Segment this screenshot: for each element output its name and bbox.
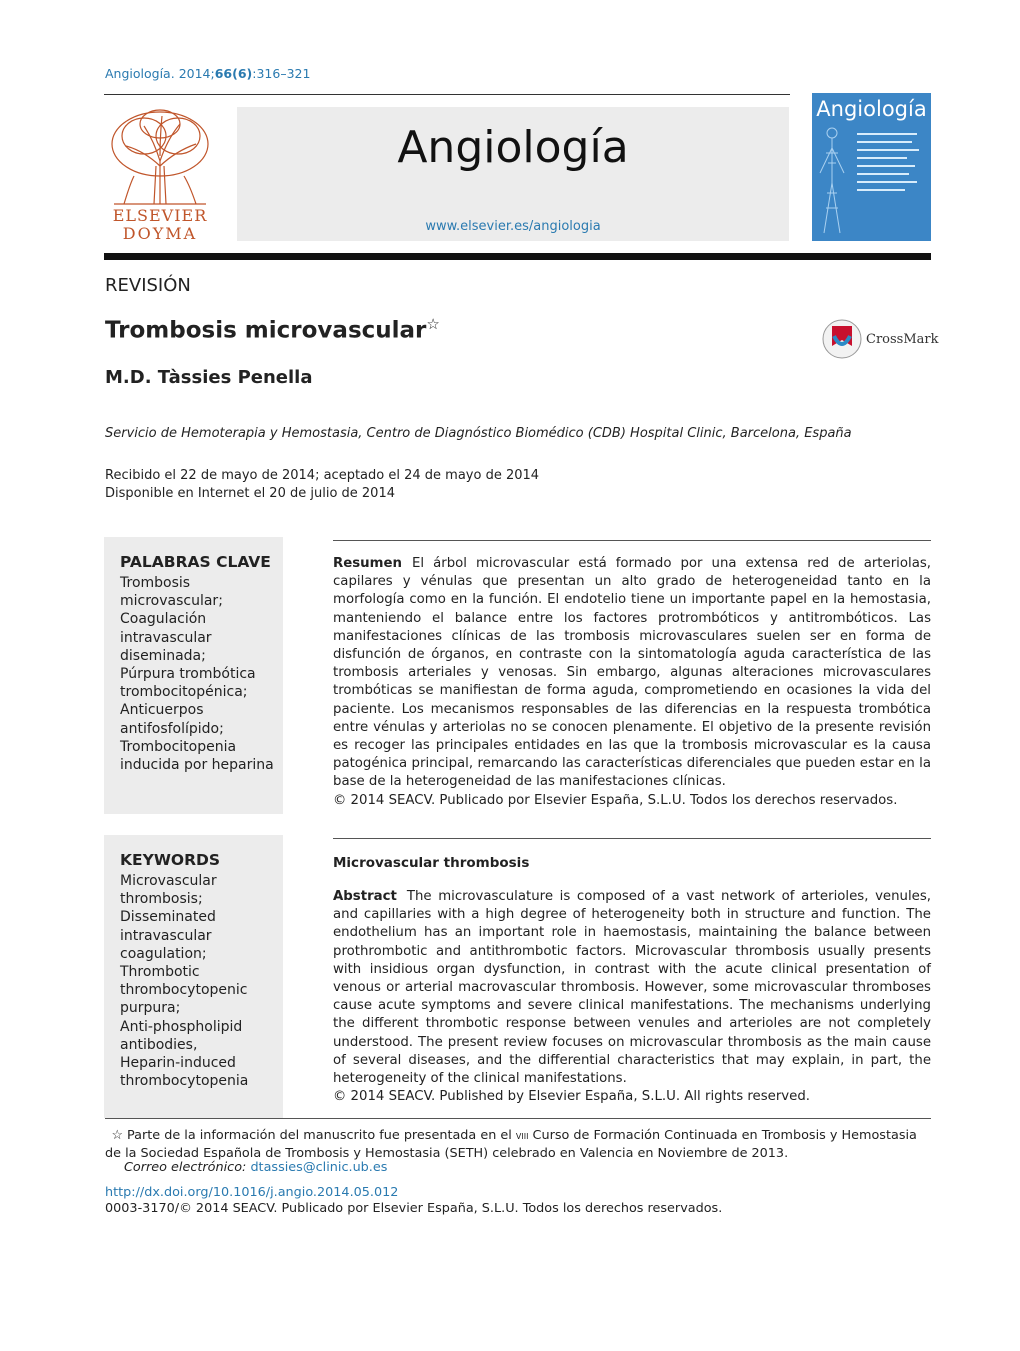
keyword-item: microvascular; <box>120 593 223 610</box>
keyword-item: thrombocytopenic <box>120 982 248 999</box>
header-top-rule <box>104 94 790 95</box>
abstract-es-copyright: © 2014 SEACV. Publicado por Elsevier España, S.L.U. Todos los derechos reservados. <box>333 792 898 808</box>
author-affiliation: Servicio de Hemoterapia y Hemostasia, Centro de Diagnóstico Biomédico (CDB) Hospital Clinic, Barcelona, España <box>105 426 852 441</box>
elsevier-tree-icon <box>104 106 216 206</box>
keyword-item: intravascular <box>120 629 212 646</box>
keywords-en-list <box>120 872 280 1090</box>
keywords-en-box <box>104 835 283 1118</box>
citation-volume: 66(6) <box>214 66 253 81</box>
abstract-es-rule <box>333 540 931 541</box>
publisher-imprint: DOYMA <box>122 224 198 243</box>
abstract-es <box>333 555 931 810</box>
abstract-es-text: El árbol microvascular está formado por una extensa red de arteriolas, capilares y vénulas que presentan un alto grado de heterogeneidad tanto en la morfología como en la función. El endotelio tiene un importante papel en la hemostasia, manteniendo el balance entre los factores protrombóticos y antitrombóticos. Las manifestaciones clínicas de las trombosis microvasculares suelen ser en forma de disfunción de órganos, en contraste con la sintomatología aguda característica de las trombosis arteriales y venosas. Sin embargo, algunas alteraciones microvasculares trombóticas se manifiestan de forma aguda, comprometiendo en ocasiones la vida del paciente. Los mecanismos responsables de las diferencias en la respuesta trombótica entre vénulas y arteriolas no se conocen plenamente. El objetivo de la presente revisión es recoger las principales entidades en las que la trombosis microvascular es la causa patogénica principal, remarcando las características diferenciales que pueden estar en la base de la heterogeneidad de las manifestaciones clínicas. <box>333 556 931 790</box>
email-label: Correo electrónico: <box>124 1160 247 1175</box>
footnote-text-post: Curso de Formación Continuada en Trombosis y Hemostasia de la Sociedad Española de Trombosis y Hemostasia (SETH) celebrado en Valencia en Noviembre de 2013. <box>105 1128 917 1161</box>
received-date: Recibido el 22 de mayo de 2014; aceptado el 24 de mayo de 2014 <box>105 468 540 483</box>
keyword-item: Anti-phospholipid <box>120 1018 243 1035</box>
abstract-es-label: Resumen <box>333 556 402 571</box>
keyword-item: Trombocitopenia <box>120 738 237 755</box>
footnote-text-pre: Parte de la información del manuscrito fue presentada en el <box>127 1128 512 1143</box>
abstract-en-text: The microvasculature is composed of a vast network of arterioles, venules, and capillaries with a high degree of heterogeneity both in structure and function. The endothelium has an important role in haemostasis, maintaining the balance between prothrombotic and antithrombotic factors. Microvascular thrombosis usually presents with insidious organ dysfunction, in contrast with the acute clinical presentation of venous or arterial macrovascular thrombosis. However, some microvascular thromboses cause acute symptoms and severe clinical manifestations. The mechanisms underlying the different thrombotic response between venules and arterioles are not completely understood. The present review focuses on microvascular thrombosis as the main cause of several diseases, and the differential characteristics that may explain, in part, the heterogeneity of the clinical manifestations. <box>333 889 931 1087</box>
article-title <box>105 315 440 344</box>
keyword-item: intravascular <box>120 927 212 944</box>
cover-title: Angiología <box>816 97 927 121</box>
footnote-mark: ☆ <box>111 1128 123 1143</box>
journal-title: Angiología <box>397 122 629 173</box>
doi-link[interactable]: http://dx.doi.org/10.1016/j.angio.2014.05.012 <box>105 1185 399 1200</box>
keyword-item: inducida por heparina <box>120 757 274 774</box>
journal-url-link[interactable]: www.elsevier.es/angiologia <box>425 219 601 234</box>
citation-line[interactable] <box>105 66 310 81</box>
available-date: Disponible en Internet el 20 de julio de 2014 <box>105 486 395 501</box>
header-bottom-rule <box>104 253 931 260</box>
keywords-en-heading: KEYWORDS <box>120 851 221 869</box>
keyword-item: Disseminated <box>120 909 216 926</box>
keyword-item: thrombocytopenia <box>120 1073 249 1090</box>
keyword-item: antibodies, <box>120 1036 198 1053</box>
citation-year: 2014; <box>178 66 215 81</box>
article-dates <box>105 467 539 503</box>
keyword-item: antifosfolípido; <box>120 720 224 737</box>
abstract-en-rule <box>333 838 931 839</box>
footnote-presentation <box>105 1127 931 1163</box>
footnote-roman: viii <box>515 1129 529 1142</box>
article-title-text: Trombosis microvascular <box>105 317 427 344</box>
keyword-item: purpura; <box>120 1000 181 1017</box>
keyword-item: trombocitopénica; <box>120 684 248 701</box>
citation-journal: Angiología. <box>105 66 175 81</box>
title-footnote-mark[interactable]: ☆ <box>426 315 440 333</box>
abstract-en <box>333 888 931 1106</box>
keyword-item: thrombosis; <box>120 891 203 908</box>
keyword-item: Anticuerpos <box>120 702 204 719</box>
issn-line: 0003-3170/© 2014 SEACV. Publicado por Elsevier España, S.L.U. Todos los derechos reservados. <box>105 1201 723 1216</box>
abstract-en-title: Microvascular thrombosis <box>333 855 530 871</box>
author-name: M.D. Tàssies Penella <box>105 367 313 388</box>
keyword-item: Trombosis <box>120 575 191 591</box>
cover-figure-icon <box>812 93 931 241</box>
keywords-es-heading: PALABRAS CLAVE <box>120 553 271 571</box>
keywords-es-box <box>104 537 283 814</box>
keyword-item: diseminada; <box>120 647 206 664</box>
elsevier-logo <box>104 106 216 242</box>
citation-pages: :316–321 <box>252 66 311 81</box>
keyword-item: coagulation; <box>120 945 207 962</box>
crossmark-label: CrossMark <box>866 332 939 347</box>
abstract-en-label: Abstract <box>333 889 397 904</box>
keyword-item: Microvascular <box>120 873 217 889</box>
keywords-es-list <box>120 574 280 774</box>
keyword-item: Thrombotic <box>120 964 200 981</box>
keyword-item: Coagulación <box>120 611 207 628</box>
crossmark-icon <box>822 318 864 360</box>
email-link[interactable]: dtassies@clinic.ub.es <box>250 1160 388 1175</box>
journal-cover-image <box>812 93 931 241</box>
footnote-rule <box>105 1118 931 1119</box>
section-label: REVISIÓN <box>105 275 191 296</box>
keyword-item: Heparin-induced <box>120 1055 236 1072</box>
footnote-email <box>124 1160 387 1175</box>
publisher-name: ELSEVIER <box>112 206 208 225</box>
abstract-en-copyright: © 2014 SEACV. Published by Elsevier España, S.L.U. All rights reserved. <box>333 1089 811 1105</box>
keyword-item: Púrpura trombótica <box>120 666 256 683</box>
